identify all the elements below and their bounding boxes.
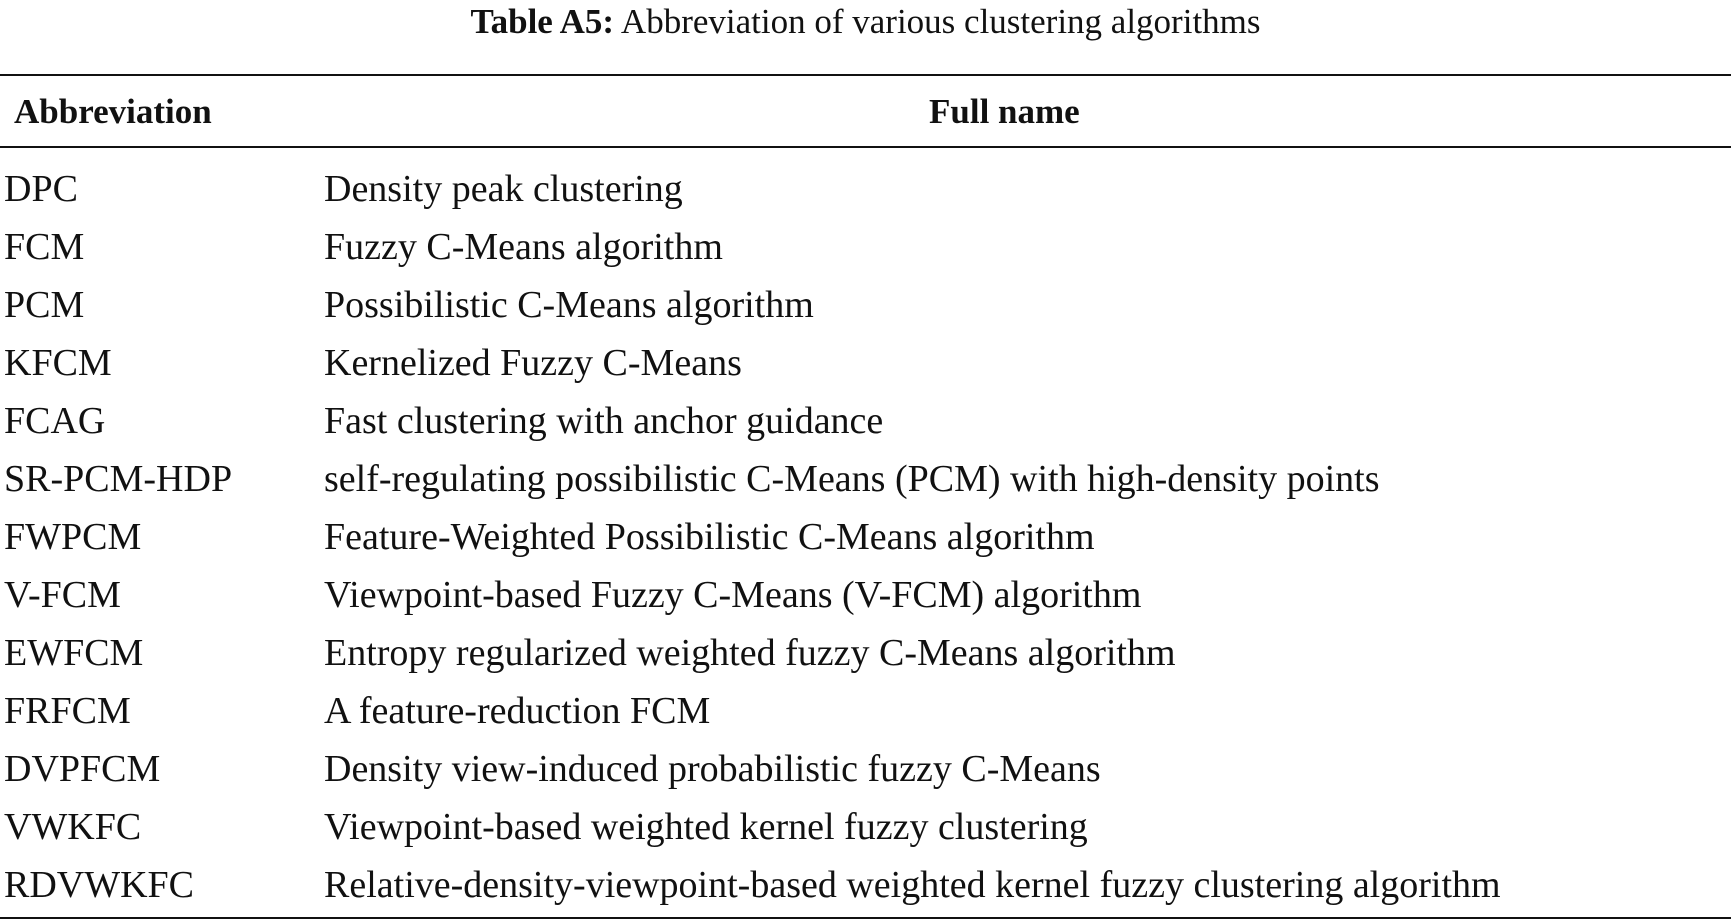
abbreviation-cell: FCM — [4, 226, 85, 268]
abbreviation-cell: KFCM — [4, 342, 112, 384]
full-name-cell: Viewpoint-based Fuzzy C-Means (V-FCM) algorithm — [324, 574, 1142, 616]
table-row — [0, 508, 1731, 566]
full-name-cell: Density peak clustering — [324, 168, 683, 210]
abbreviation-cell: RDVWKFC — [4, 864, 195, 906]
column-header-full-name: Full name — [929, 92, 1080, 131]
full-name-cell: Feature-Weighted Possibilistic C-Means algorithm — [324, 516, 1095, 558]
table-body — [0, 160, 1731, 914]
full-name-cell: Entropy regularized weighted fuzzy C-Means algorithm — [324, 632, 1176, 674]
table-row — [0, 392, 1731, 450]
abbreviation-cell: FRFCM — [4, 690, 131, 732]
caption-text: Abbreviation of various clustering algorithms — [620, 2, 1261, 41]
abbreviation-cell: DVPFCM — [4, 748, 161, 790]
table-row — [0, 218, 1731, 276]
full-name-cell: Viewpoint-based weighted kernel fuzzy clustering — [324, 806, 1088, 848]
caption-label: Table A5: — [470, 2, 615, 41]
abbreviation-cell: SR-PCM-HDP — [4, 458, 233, 500]
abbreviation-cell: VWKFC — [4, 806, 142, 848]
table-row — [0, 276, 1731, 334]
abbreviation-cell: PCM — [4, 284, 85, 326]
table-row — [0, 682, 1731, 740]
table-row — [0, 856, 1731, 914]
table-caption — [0, 0, 1731, 44]
abbreviation-cell: FCAG — [4, 400, 106, 442]
table-row — [0, 334, 1731, 392]
bottom-rule — [0, 917, 1731, 919]
full-name-cell: Kernelized Fuzzy C-Means — [324, 342, 742, 384]
full-name-cell: Possibilistic C-Means algorithm — [324, 284, 814, 326]
header-rule — [0, 146, 1731, 148]
column-header-abbreviation: Abbreviation — [14, 92, 212, 131]
table-row — [0, 798, 1731, 856]
full-name-cell: self-regulating possibilistic C-Means (PCM) with high-density points — [324, 458, 1380, 500]
full-name-cell: Fast clustering with anchor guidance — [324, 400, 884, 442]
table-row — [0, 450, 1731, 508]
abbreviation-cell: EWFCM — [4, 632, 144, 674]
abbreviation-cell: DPC — [4, 168, 78, 210]
abbreviation-cell: V-FCM — [4, 574, 121, 616]
full-name-cell: Density view-induced probabilistic fuzzy C-Means — [324, 748, 1101, 790]
abbreviation-cell: FWPCM — [4, 516, 142, 558]
top-rule — [0, 74, 1731, 76]
table-row — [0, 740, 1731, 798]
full-name-cell: Fuzzy C-Means algorithm — [324, 226, 723, 268]
full-name-cell: Relative-density-viewpoint-based weighted kernel fuzzy clustering algorithm — [324, 864, 1501, 906]
table-row — [0, 566, 1731, 624]
table-row — [0, 160, 1731, 218]
full-name-cell: A feature-reduction FCM — [324, 690, 711, 732]
table-row — [0, 624, 1731, 682]
